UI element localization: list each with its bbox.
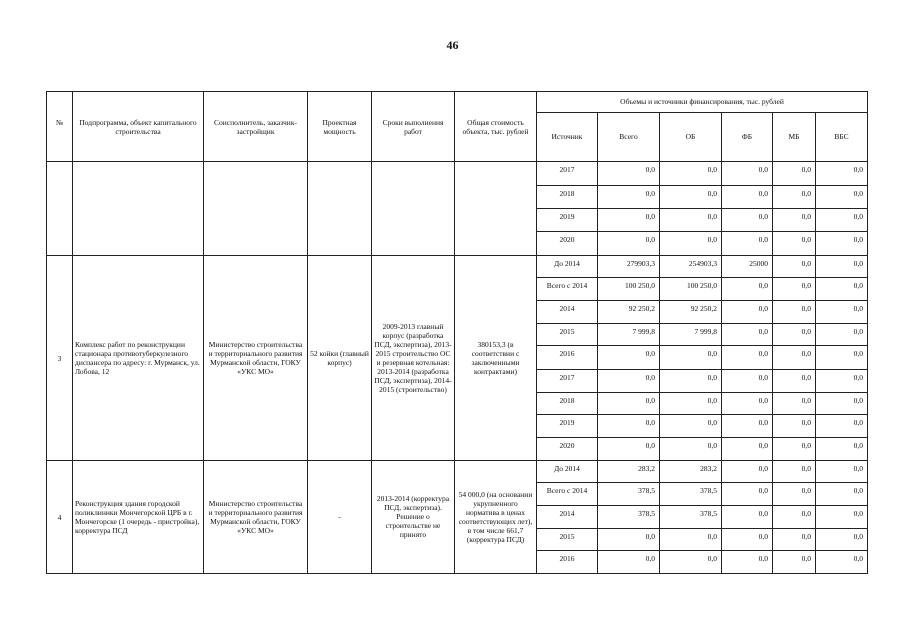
cell-vbs: 0,0 bbox=[816, 483, 868, 506]
cell-mb: 0,0 bbox=[773, 346, 816, 370]
cell-ob: 0,0 bbox=[660, 232, 722, 256]
cell-ob: 0,0 bbox=[660, 438, 722, 461]
header-financing-group: Объемы и источники финансирования, тыс. рублей bbox=[537, 92, 868, 113]
cell-ob: 254903,3 bbox=[660, 255, 722, 278]
cell-mb: 0,0 bbox=[773, 438, 816, 461]
header-coexecutor: Соисполнитель, заказчик-застройщик bbox=[204, 92, 308, 162]
cell-vbs: 0,0 bbox=[816, 505, 868, 528]
cell-source: Всего с 2014 bbox=[537, 483, 598, 506]
table-row bbox=[47, 255, 868, 278]
cell-ob: 0,0 bbox=[660, 392, 722, 415]
object-name: Реконструкция здания городской поликлиники Мончегорской ЦРБ в г. Мончегорске (1 очередь - пристройка), корректура ПСД bbox=[73, 460, 204, 573]
cell-vbs: 0,0 bbox=[816, 255, 868, 278]
cell-ob: 7 999,8 bbox=[660, 323, 722, 346]
object-name: Комплекс работ по реконструкции стационара противотуберкулезного диспансера по адресу: г. Мурманск, ул. Лобова, 12 bbox=[73, 255, 204, 460]
cell-ob: 0,0 bbox=[660, 528, 722, 551]
cell-source: 2015 bbox=[537, 323, 598, 346]
cell-total: 378,5 bbox=[598, 483, 660, 506]
cell-vbs: 0,0 bbox=[816, 323, 868, 346]
cell-ob: 283,2 bbox=[660, 460, 722, 483]
cell-source: Всего с 2014 bbox=[537, 278, 598, 301]
cell-ob: 0,0 bbox=[660, 185, 722, 209]
header-total-cost: Общая стоимость объекта, тыс. рублей bbox=[455, 92, 537, 162]
coexecutor: Министерство строительства и территориального развития Мурманской области, ГОКУ «УКС МО» bbox=[204, 255, 308, 460]
cell-vbs: 0,0 bbox=[816, 460, 868, 483]
cell-mb: 0,0 bbox=[773, 483, 816, 506]
cell-total: 0,0 bbox=[598, 346, 660, 370]
cell-total: 0,0 bbox=[598, 392, 660, 415]
cell-fb: 0,0 bbox=[722, 346, 773, 370]
cell-fb: 0,0 bbox=[722, 301, 773, 324]
header-row-top bbox=[47, 92, 868, 113]
cell-ob: 0,0 bbox=[660, 346, 722, 370]
cell-source: 2020 bbox=[537, 232, 598, 256]
capacity bbox=[308, 162, 372, 256]
header-mb: МБ bbox=[773, 112, 816, 161]
header-ob: ОБ bbox=[660, 112, 722, 161]
cell-source: 2018 bbox=[537, 392, 598, 415]
terms: 2009-2013 главный корпус (разработка ПСД, экспертиза), 2013-2015 строительство ОС и резервная котельная: 2013-2014 (разработка ПСД, экспертиза), 2014-2015 (строительство) bbox=[372, 255, 455, 460]
cell-fb: 0,0 bbox=[722, 232, 773, 256]
cell-mb: 0,0 bbox=[773, 162, 816, 186]
financing-table bbox=[46, 91, 868, 574]
cell-source: До 2014 bbox=[537, 460, 598, 483]
cell-ob: 0,0 bbox=[660, 162, 722, 186]
cell-source: 2019 bbox=[537, 209, 598, 232]
row-num: 4 bbox=[47, 460, 73, 573]
cell-mb: 0,0 bbox=[773, 232, 816, 256]
cell-total: 0,0 bbox=[598, 415, 660, 438]
cell-vbs: 0,0 bbox=[816, 415, 868, 438]
cell-total: 0,0 bbox=[598, 209, 660, 232]
coexecutor bbox=[204, 162, 308, 256]
total-cost bbox=[455, 162, 537, 256]
cell-total: 279903,3 bbox=[598, 255, 660, 278]
coexecutor: Министерство строительства и территориального развития Мурманской области, ГОКУ «УКС МО» bbox=[204, 460, 308, 573]
cell-total: 7 999,8 bbox=[598, 323, 660, 346]
cell-mb: 0,0 bbox=[773, 209, 816, 232]
cell-source: 2016 bbox=[537, 346, 598, 370]
cell-mb: 0,0 bbox=[773, 392, 816, 415]
cell-mb: 0,0 bbox=[773, 255, 816, 278]
header-subprogram: Подпрограмма, объект капитального строительства bbox=[73, 92, 204, 162]
cell-source: 2014 bbox=[537, 505, 598, 528]
cell-total: 0,0 bbox=[598, 185, 660, 209]
cell-total: 0,0 bbox=[598, 551, 660, 574]
header-capacity: Проектная мощность bbox=[308, 92, 372, 162]
cell-source: 2014 bbox=[537, 301, 598, 324]
cell-vbs: 0,0 bbox=[816, 209, 868, 232]
cell-vbs: 0,0 bbox=[816, 232, 868, 256]
cell-fb: 0,0 bbox=[722, 460, 773, 483]
cell-fb: 0,0 bbox=[722, 278, 773, 301]
cell-total: 0,0 bbox=[598, 438, 660, 461]
cell-ob: 0,0 bbox=[660, 415, 722, 438]
cell-fb: 0,0 bbox=[722, 392, 773, 415]
object-name bbox=[73, 162, 204, 256]
header-total: Всего bbox=[598, 112, 660, 161]
cell-fb: 0,0 bbox=[722, 185, 773, 209]
cell-source: 2016 bbox=[537, 551, 598, 574]
cell-ob: 378,5 bbox=[660, 505, 722, 528]
table-row bbox=[47, 460, 868, 483]
cell-fb: 0,0 bbox=[722, 162, 773, 186]
cell-fb: 25000 bbox=[722, 255, 773, 278]
cell-total: 100 250,0 bbox=[598, 278, 660, 301]
cell-source: 2018 bbox=[537, 185, 598, 209]
header-terms: Сроки выполнения работ bbox=[372, 92, 455, 162]
cell-ob: 378,5 bbox=[660, 483, 722, 506]
cell-mb: 0,0 bbox=[773, 370, 816, 393]
header-source: Источник bbox=[537, 112, 598, 161]
cell-vbs: 0,0 bbox=[816, 301, 868, 324]
cell-fb: 0,0 bbox=[722, 415, 773, 438]
cell-mb: 0,0 bbox=[773, 505, 816, 528]
cell-fb: 0,0 bbox=[722, 505, 773, 528]
cell-vbs: 0,0 bbox=[816, 438, 868, 461]
cell-total: 0,0 bbox=[598, 162, 660, 186]
cell-fb: 0,0 bbox=[722, 528, 773, 551]
cell-source: До 2014 bbox=[537, 255, 598, 278]
cell-vbs: 0,0 bbox=[816, 392, 868, 415]
cell-mb: 0,0 bbox=[773, 551, 816, 574]
terms bbox=[372, 162, 455, 256]
cell-total: 0,0 bbox=[598, 528, 660, 551]
cell-ob: 0,0 bbox=[660, 209, 722, 232]
total-cost: 380153,3 (в соответствии с заключенными контрактами) bbox=[455, 255, 537, 460]
cell-mb: 0,0 bbox=[773, 185, 816, 209]
capacity: 52 койки (главный корпус) bbox=[308, 255, 372, 460]
header-fb: ФБ bbox=[722, 112, 773, 161]
cell-ob: 100 250,0 bbox=[660, 278, 722, 301]
cell-total: 0,0 bbox=[598, 232, 660, 256]
cell-source: 2017 bbox=[537, 370, 598, 393]
cell-ob: 92 250,2 bbox=[660, 301, 722, 324]
cell-fb: 0,0 bbox=[722, 209, 773, 232]
cell-total: 378,5 bbox=[598, 505, 660, 528]
cell-vbs: 0,0 bbox=[816, 185, 868, 209]
header-num: № bbox=[47, 92, 73, 162]
cell-vbs: 0,0 bbox=[816, 162, 868, 186]
cell-total: 0,0 bbox=[598, 370, 660, 393]
page-number: 46 bbox=[446, 38, 459, 52]
table-row bbox=[47, 162, 868, 186]
cell-mb: 0,0 bbox=[773, 323, 816, 346]
cell-mb: 0,0 bbox=[773, 415, 816, 438]
cell-vbs: 0,0 bbox=[816, 278, 868, 301]
cell-vbs: 0,0 bbox=[816, 551, 868, 574]
cell-ob: 0,0 bbox=[660, 551, 722, 574]
cell-ob: 0,0 bbox=[660, 370, 722, 393]
cell-fb: 0,0 bbox=[722, 370, 773, 393]
cell-total: 92 250,2 bbox=[598, 301, 660, 324]
cell-source: 2017 bbox=[537, 162, 598, 186]
cell-vbs: 0,0 bbox=[816, 370, 868, 393]
cell-source: 2015 bbox=[537, 528, 598, 551]
cell-vbs: 0,0 bbox=[816, 528, 868, 551]
cell-total: 283,2 bbox=[598, 460, 660, 483]
capacity: - bbox=[308, 460, 372, 573]
cell-source: 2020 bbox=[537, 438, 598, 461]
cell-fb: 0,0 bbox=[722, 483, 773, 506]
cell-mb: 0,0 bbox=[773, 301, 816, 324]
cell-fb: 0,0 bbox=[722, 438, 773, 461]
terms: 2013-2014 (корректура ПСД, экспертиза). Решение о строительстве не принято bbox=[372, 460, 455, 573]
cell-mb: 0,0 bbox=[773, 528, 816, 551]
cell-mb: 0,0 bbox=[773, 460, 816, 483]
row-num: 3 bbox=[47, 255, 73, 460]
cell-fb: 0,0 bbox=[722, 551, 773, 574]
cell-vbs: 0,0 bbox=[816, 346, 868, 370]
total-cost: 54 000,0 (на основании укрупненного норматива в ценах соответствующих лет), в том числе 661,7 (корректура ПСД) bbox=[455, 460, 537, 573]
cell-source: 2019 bbox=[537, 415, 598, 438]
cell-mb: 0,0 bbox=[773, 278, 816, 301]
header-vbs: ВБС bbox=[816, 112, 868, 161]
cell-fb: 0,0 bbox=[722, 323, 773, 346]
row-num bbox=[47, 162, 73, 256]
